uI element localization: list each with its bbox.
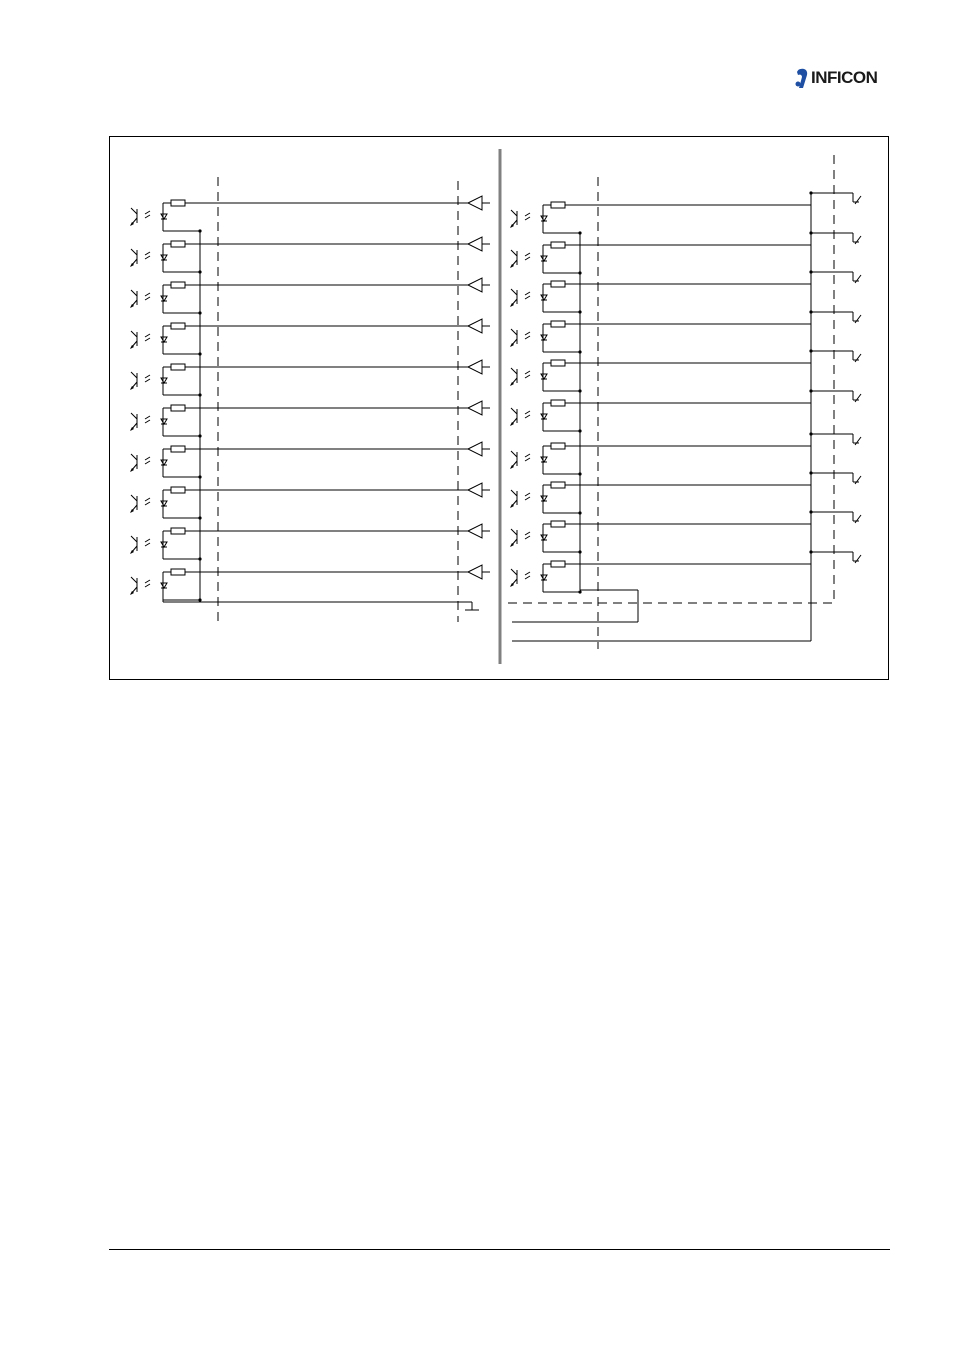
light-arrow <box>525 576 530 579</box>
led-diode <box>161 337 167 342</box>
junction-dot <box>578 511 581 514</box>
light-arrow <box>145 375 150 378</box>
led-diode <box>541 535 547 540</box>
resistor <box>171 323 185 329</box>
junction-dot <box>578 350 581 353</box>
junction-dot <box>578 550 581 553</box>
light-arrow <box>145 502 150 505</box>
transistor-collector <box>511 210 517 216</box>
led-diode <box>161 214 167 219</box>
light-arrow <box>145 584 150 587</box>
light-arrow <box>525 411 530 414</box>
contact-blade <box>855 275 861 283</box>
buffer-symbol <box>468 524 482 538</box>
junction-dot <box>578 310 581 313</box>
led-diode <box>161 460 167 465</box>
transistor-collector <box>511 329 517 335</box>
light-arrow <box>525 213 530 216</box>
led-diode <box>161 296 167 301</box>
resistor <box>171 364 185 370</box>
light-arrow <box>145 379 150 382</box>
transistor-collector <box>131 454 137 460</box>
resistor <box>171 446 185 452</box>
light-arrow <box>525 532 530 535</box>
junction-dot <box>578 389 581 392</box>
resistor <box>171 487 185 493</box>
contact-blade <box>855 236 861 244</box>
light-arrow <box>525 332 530 335</box>
light-arrow <box>145 252 150 255</box>
light-arrow <box>525 371 530 374</box>
logo-text: INFICON <box>811 68 878 87</box>
light-arrow <box>525 497 530 500</box>
footer-rule <box>109 1249 890 1250</box>
buffer-symbol <box>468 565 482 579</box>
transistor-collector <box>131 413 137 419</box>
contact-blade <box>855 196 861 204</box>
transistor-collector <box>511 368 517 374</box>
light-arrow <box>145 293 150 296</box>
buffer-symbol <box>468 278 482 292</box>
junction-dot <box>198 352 201 355</box>
junction-dot <box>578 590 581 593</box>
led-diode <box>541 496 547 501</box>
light-arrow <box>145 543 150 546</box>
light-arrow <box>145 580 150 583</box>
contact-blade <box>855 437 861 445</box>
junction-dot <box>198 475 201 478</box>
contact-blade <box>855 354 861 362</box>
buffer-symbol <box>468 237 482 251</box>
buffer-symbol <box>468 483 482 497</box>
light-arrow <box>525 454 530 457</box>
resistor <box>171 200 185 206</box>
led-diode <box>161 542 167 547</box>
buffer-symbol <box>468 442 482 456</box>
light-arrow <box>145 297 150 300</box>
junction-dot <box>198 598 201 601</box>
light-arrow <box>145 334 150 337</box>
led-diode <box>161 583 167 588</box>
light-arrow <box>145 416 150 419</box>
junction-dot <box>578 271 581 274</box>
resistor <box>551 400 565 406</box>
light-arrow <box>525 375 530 378</box>
led-diode <box>161 378 167 383</box>
junction-dot <box>578 472 581 475</box>
led-diode <box>541 374 547 379</box>
contact-blade <box>855 515 861 523</box>
transistor-collector <box>511 490 517 496</box>
contact-blade <box>855 555 861 563</box>
buffer-symbol <box>468 401 482 415</box>
light-arrow <box>525 536 530 539</box>
inficon-logo <box>795 64 877 92</box>
transistor-collector <box>131 331 137 337</box>
circuit-diagram <box>110 137 890 681</box>
led-diode <box>541 216 547 221</box>
light-arrow <box>145 420 150 423</box>
led-diode <box>541 256 547 261</box>
contact-blade <box>855 315 861 323</box>
light-arrow <box>145 211 150 214</box>
light-arrow <box>145 461 150 464</box>
transistor-collector <box>511 569 517 575</box>
junction-dot <box>198 311 201 314</box>
led-diode <box>161 255 167 260</box>
junction-dot <box>198 516 201 519</box>
resistor <box>551 202 565 208</box>
led-diode <box>161 501 167 506</box>
transistor-collector <box>131 290 137 296</box>
light-arrow <box>145 215 150 218</box>
junction-dot <box>198 557 201 560</box>
led-diode <box>541 414 547 419</box>
resistor <box>171 405 185 411</box>
resistor <box>551 321 565 327</box>
light-arrow <box>525 253 530 256</box>
transistor-collector <box>131 372 137 378</box>
junction-dot <box>198 434 201 437</box>
light-arrow <box>525 292 530 295</box>
light-arrow <box>525 296 530 299</box>
transistor-collector <box>131 495 137 501</box>
transistor-collector <box>131 536 137 542</box>
buffer-symbol <box>468 319 482 333</box>
resistor <box>551 242 565 248</box>
transistor-collector <box>131 249 137 255</box>
led-diode <box>541 457 547 462</box>
led-diode <box>541 575 547 580</box>
light-arrow <box>525 458 530 461</box>
inficon-logo-icon <box>795 66 809 90</box>
resistor <box>551 443 565 449</box>
light-arrow <box>145 498 150 501</box>
resistor <box>551 281 565 287</box>
light-arrow <box>525 572 530 575</box>
led-diode <box>541 295 547 300</box>
resistor <box>551 521 565 527</box>
resistor <box>171 528 185 534</box>
resistor <box>551 561 565 567</box>
led-diode <box>161 419 167 424</box>
junction-dot <box>198 229 201 232</box>
resistor <box>171 282 185 288</box>
light-arrow <box>145 539 150 542</box>
buffer-symbol <box>468 196 482 210</box>
transistor-collector <box>131 577 137 583</box>
circuit-diagram-frame <box>109 136 889 680</box>
transistor-collector <box>511 408 517 414</box>
junction-dot <box>578 429 581 432</box>
led-diode <box>541 335 547 340</box>
light-arrow <box>525 493 530 496</box>
light-arrow <box>145 457 150 460</box>
contact-blade <box>855 476 861 484</box>
resistor <box>171 569 185 575</box>
light-arrow <box>525 257 530 260</box>
resistor <box>551 360 565 366</box>
junction-dot <box>578 231 581 234</box>
resistor <box>551 482 565 488</box>
light-arrow <box>525 415 530 418</box>
buffer-symbol <box>468 360 482 374</box>
light-arrow <box>145 338 150 341</box>
transistor-collector <box>511 289 517 295</box>
transistor-collector <box>511 250 517 256</box>
light-arrow <box>145 256 150 259</box>
resistor <box>171 241 185 247</box>
junction-dot <box>198 270 201 273</box>
light-arrow <box>525 217 530 220</box>
junction-dot <box>198 393 201 396</box>
transistor-collector <box>511 529 517 535</box>
transistor-collector <box>131 208 137 214</box>
transistor-collector <box>511 451 517 457</box>
contact-blade <box>855 394 861 402</box>
light-arrow <box>525 336 530 339</box>
